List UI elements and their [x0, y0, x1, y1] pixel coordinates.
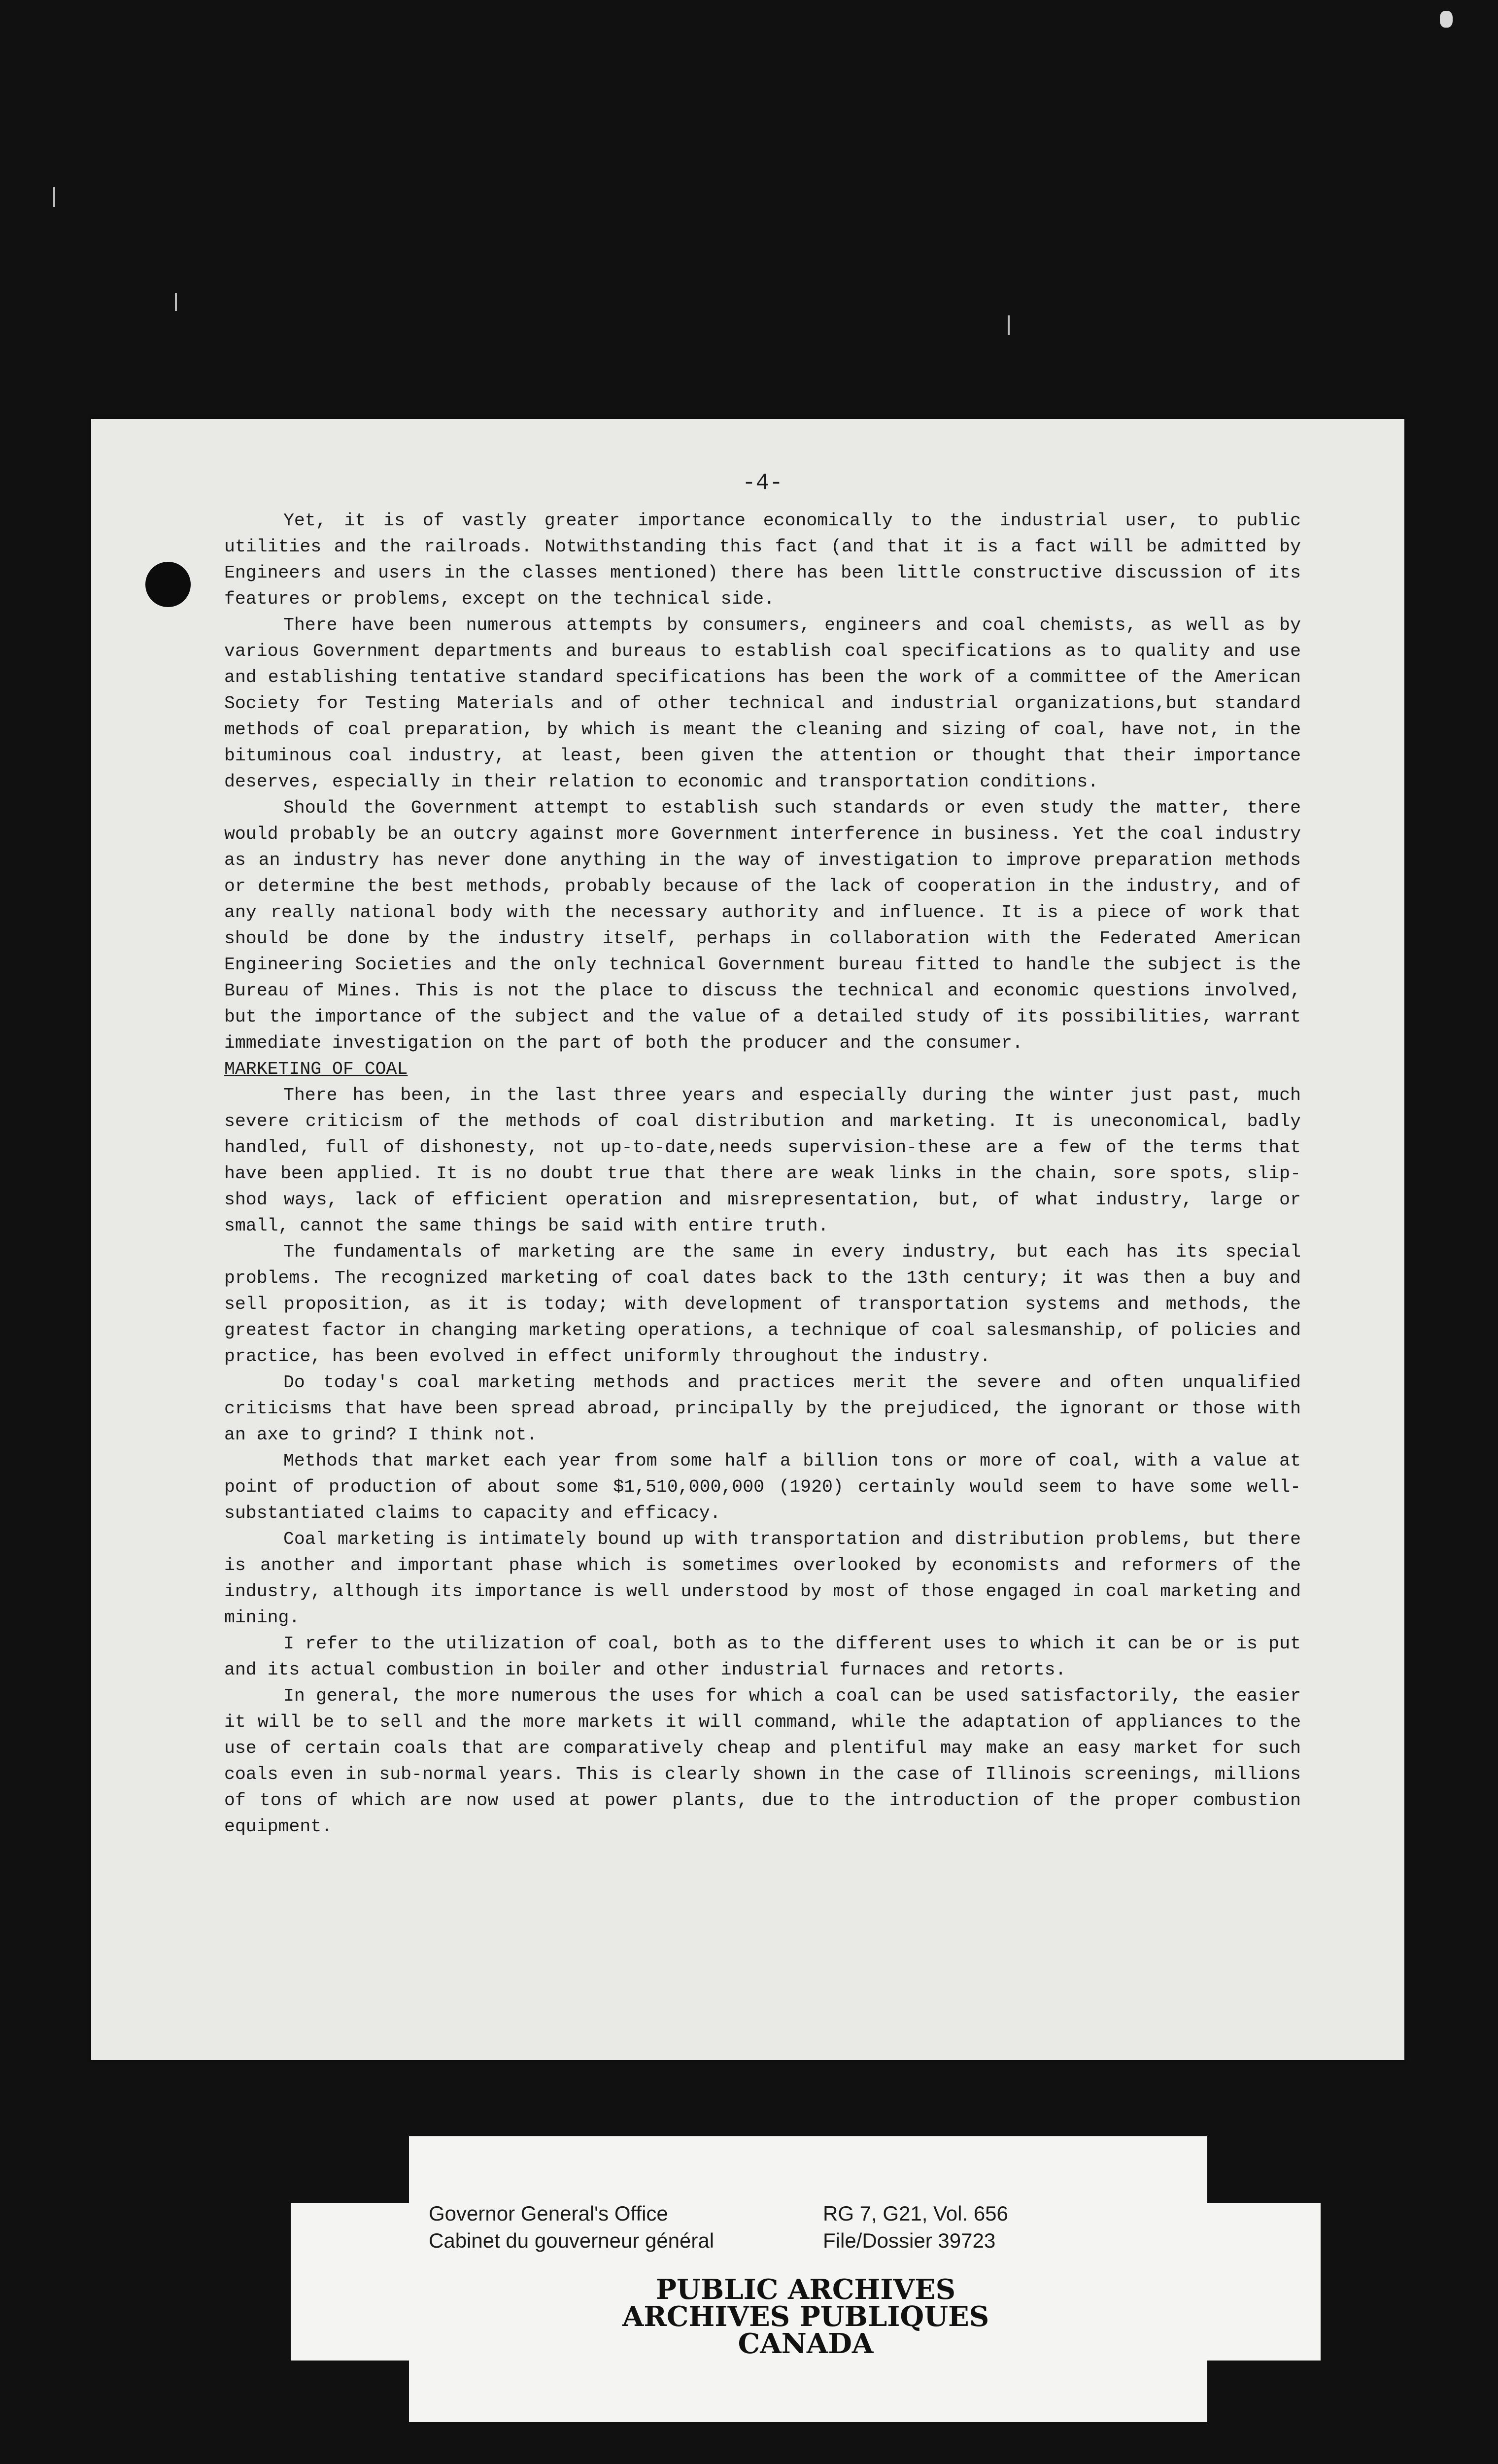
office-french: Cabinet du gouverneur général [429, 2229, 715, 2252]
paragraph-10: In general, the more numerous the uses for which a coal can be used satisfactorily, the easier it will be to sell and the more markets it will command, while the adaptation of appliances to the use of certain coals that are comparatively cheap and plentiful may make an easy market for such coals even in sub-normal years. This is clearly shown in the case of Illinois screenings, millions of tons of which are now used at power plants, due to the introduction of the proper combustion equipment. [224, 1686, 1301, 1837]
paragraph-5: The fundamentals of marketing are the same in every industry, but each has its special problems. The recognized marketing of coal dates back to the 13th century; it was then a buy and sell proposition, as it is today; with development of transportation systems and methods, the greatest factor in changing marketing operations, a technique of coal salesmanship, of policies and practice, has been evolved in effect uniformly throughout the industry. [224, 1242, 1301, 1367]
scan-artifact [175, 293, 177, 311]
document-page [91, 419, 1404, 2060]
paragraph-1: Yet, it is of vastly greater importance economically to the industrial user, to public utilities and the railroads. Notwithstanding this fact (and that it is a fact will be admitted by Engineers and users in the classes mentioned) there has been little constructive discussion of its features or problems, except on the technical side. [224, 511, 1301, 609]
scan-artifact [1008, 315, 1010, 335]
paragraph-9: I refer to the utilization of coal, both as to the different uses to which it can be or is put and its actual combustion in boiler and other industrial furnaces and retorts. [224, 1634, 1301, 1680]
archives-english: PUBLIC ARCHIVES [655, 2273, 956, 2306]
file-number: File/Dossier 39723 [823, 2229, 996, 2252]
paragraph-2: There have been numerous attempts by consumers, engineers and coal chemists, as well as by various Government departments and bureaus to establish coal specifications as to quality and use and establishing tentative standard specifications has been the work of a committee of the American Society for Testing Materials and of other technical and industrial organizations,but standard methods of coal preparation, by which is meant the cleaning and sizing of coal, have not, in the bituminous coal industry, at least, been given the attention or thought that their importance deserves, especially in their relation to economic and transportation conditions. [224, 615, 1301, 792]
archive-label [291, 2203, 1321, 2361]
scan-artifact [53, 187, 55, 207]
paragraph-8: Coal marketing is intimately bound up with transportation and distribution problems, but there is another and important phase which is sometimes overlooked by economists and reformers of the industry, although its importance is well understood by most of those engaged in coal marketing and mining. [224, 1529, 1301, 1628]
paragraph-6: Do today's coal marketing methods and practices merit the severe and often unqualified criticisms that have been spread abroad, principally by the prejudiced, the ignorant or those with an axe to grind? I think not. [224, 1372, 1301, 1445]
paragraph-7: Methods that market each year from some half a billion tons or more of coal, with a value at point of production of about some $1,510,000,000 (1920) certainly would seem to have some well-substantiated claims to capacity and efficacy. [224, 1451, 1301, 1523]
paragraph-4: There has been, in the last three years and especially during the winter just past, much severe criticism of the methods of coal distribution and marketing. It is uneconomical, badly handled, full of dishonesty, not up-to-date,needs supervision-these are a few of the terms that have been applied. It is no doubt true that there are weak links in the chain, sore spots, slip-shod ways, lack of efficient operation and misrepresentation, but, of what industry, large or small, cannot the same things be said with entire truth. [224, 1085, 1301, 1236]
punch-hole [145, 562, 191, 607]
archives-french: ARCHIVES PUBLIQUES [622, 2300, 989, 2333]
archives-country: CANADA [738, 2327, 874, 2360]
office-english: Governor General's Office [429, 2202, 668, 2225]
page-number: -4- [742, 470, 783, 496]
section-heading: MARKETING OF COAL [224, 1059, 408, 1079]
reference-number: RG 7, G21, Vol. 656 [823, 2202, 1008, 2225]
scan-artifact [1440, 11, 1453, 28]
paragraph-3: Should the Government attempt to establish such standards or even study the matter, there would probably be an outcry against more Government interference in business. Yet the coal industry as an industry has never done anything in the way of investigation to improve preparation methods or determine the best methods, probably because of the lack of cooperation in the industry, and of any really national body with the necessary authority and influence. It is a piece of work that should be done by the industry itself, perhaps in collaboration with the Federated American Engineering Societies and the only technical Government bureau fitted to handle the subject is the Bureau of Mines. This is not the place to discuss the technical and economic questions involved, but the importance of the subject and the value of a detailed study of its possibilities, warrant immediate investigation on the part of both the producer and the consumer. [224, 798, 1301, 1053]
